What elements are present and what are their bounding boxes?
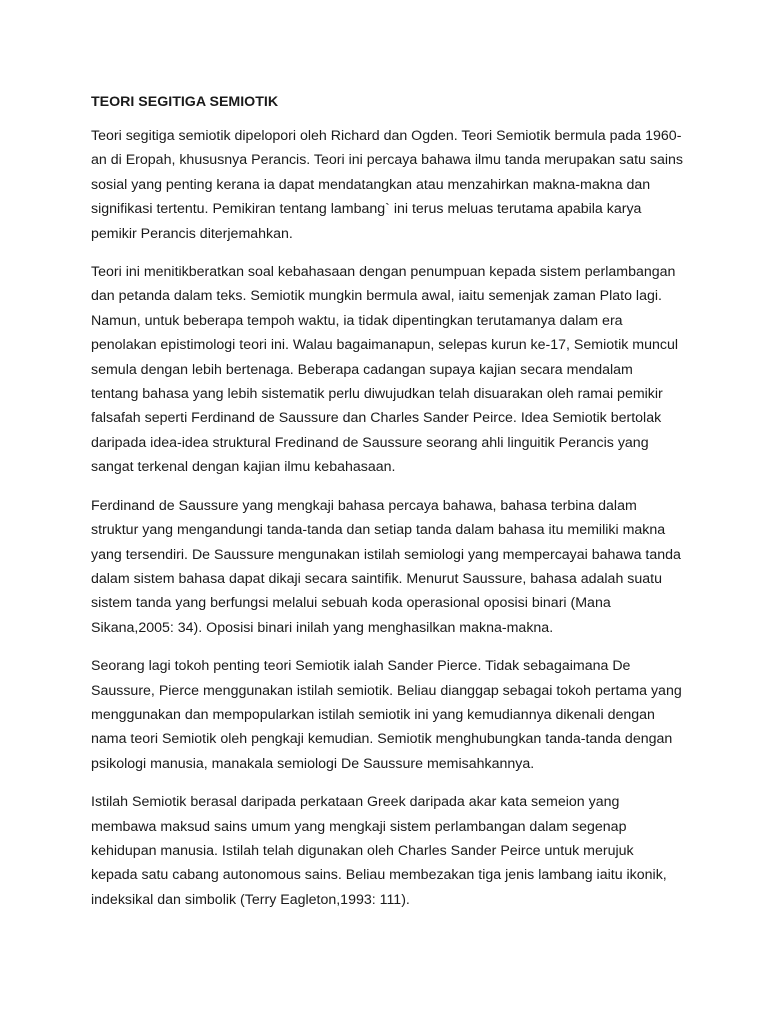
document-title: TEORI SEGITIGA SEMIOTIK	[91, 94, 279, 110]
paragraph-3: Ferdinand de Saussure yang mengkaji bahasa percaya bahawa, bahasa terbina dalam struktur yang mengandungi tanda-tanda dan setiap tanda dalam bahasa itu memiliki makna yang tersendiri. De Saussure mengunakan istilah semiologi yang mempercayai bahawa tanda dalam sistem bahasa dapat dikaji secara saintifik. Menurut Saussure, bahasa adalah suatu sistem tanda yang berfungsi melalui sebuah koda operasional oposisi binari (Mana Sikana,2005: 34). Oposisi binari inilah yang menghasilkan makna-makna.	[91, 497, 681, 636]
paragraph-2: Teori ini menitikberatkan soal kebahasaan dengan penumpuan kepada sistem perlambangan dan petanda dalam teks. Semiotik mungkin bermula awal, iaitu semenjak zaman Plato lagi. Namun, untuk beberapa tempoh waktu, ia tidak dipentingkan terutamanya dalam era penolakan epistimologi teori ini. Walau bagaimanapun, selepas kurun ke-17, Semiotik muncul semula dengan lebih bertenaga. Beberapa cadangan supaya kajian secara mendalam tentang bahasa yang lebih sistematik perlu diwujudkan telah disuarakan oleh ramai pemikir falsafah seperti Ferdinand de Saussure dan Charles Sander Peirce. Idea Semiotik bertolak daripada idea-idea struktural Fredinand de Saussure seorang ahli linguitik Perancis yang sangat terkenal dengan kajian ilmu kebahasaan.	[91, 264, 679, 476]
paragraph-5: Istilah Semiotik berasal daripada perkataan Greek daripada akar kata semeion yang membawa maksud sains umum yang mengkaji sistem perlambangan dalam segenap kehidupan manusia. Istilah telah digunakan oleh Charles Sander Peirce untuk merujuk kepada satu cabang autonomous sains. Beliau membezakan tiga jenis lambang iaitu ikonik, indeksikal dan simbolik (Terry Eagleton,1993: 111).	[91, 794, 667, 908]
paragraph-1: Teori segitiga semiotik dipelopori oleh Richard dan Ogden. Teori Semiotik bermula pada 1960-an di Eropah, khususnya Perancis. Teori ini percaya bahawa ilmu tanda merupakan satu sains sosial yang penting kerana ia dapat mendatangkan atau menzahirkan makna-makna dan signifikasi tertentu. Pemikiran tentang lambang` ini terus meluas terutama apabila karya pemikir Perancis diterjemahkan.	[91, 128, 684, 242]
paragraph-4: Seorang lagi tokoh penting teori Semiotik ialah Sander Pierce. Tidak sebagaimana De Saussure, Pierce menggunakan istilah semiotik. Beliau dianggap sebagai tokoh pertama yang menggunakan dan mempopularkan istilah semiotik ini yang kemudiannya dikenali dengan nama teori Semiotik oleh pengkaji kemudian. Semiotik menghubungkan tanda-tanda dengan psikologi manusia, manakala semiologi De Saussure memisahkannya.	[91, 658, 682, 772]
